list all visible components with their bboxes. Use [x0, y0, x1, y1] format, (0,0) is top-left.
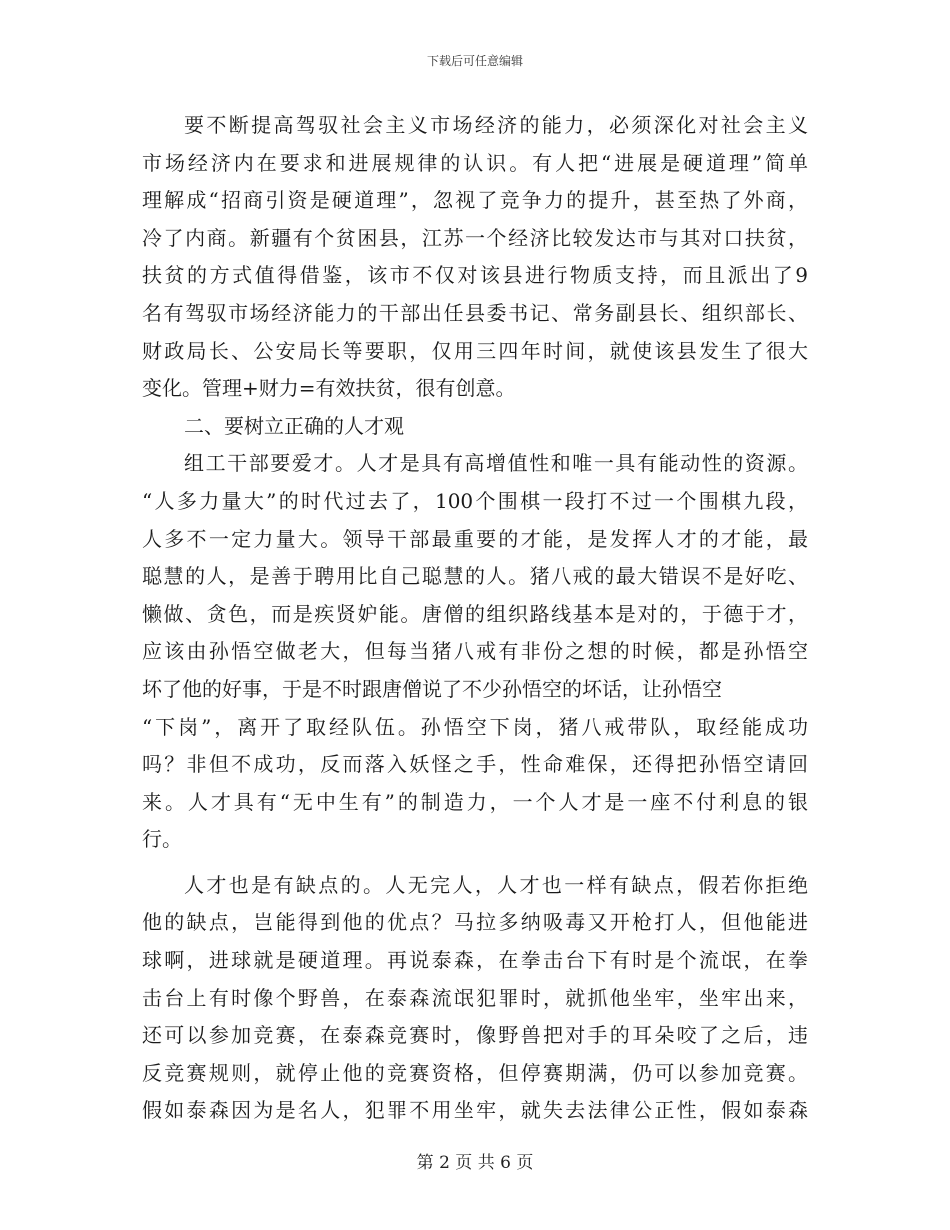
text-line: 人多不一定力量大。领导干部最重要的才能，是发挥人才的才能，最 [142, 526, 808, 551]
text-line: 扶贫的方式值得借鉴，该市不仅对该县进行物质支持，而且派出了9 [142, 263, 808, 288]
text-line: 来。人才具有“无中生有”的制造力，一个人才是一座不付利息的银 [142, 789, 808, 814]
text-line: “下岗”，离开了取经队伍。孙悟空下岗，猪八戒带队，取经能成功 [142, 714, 808, 739]
text-line: 反竞赛规则，就停止他的竞赛资格，但停赛期满，仍可以参加竞赛。 [142, 1060, 808, 1085]
text-line: 假如泰森因为是名人，犯罪不用坐牢，就失去法律公正性，假如泰森 [142, 1098, 808, 1123]
page-footer: 第 2 页 共 6 页 [416, 1153, 534, 1173]
text-line: 行。 [142, 827, 182, 852]
text-line: 他的缺点，岂能得到他的优点？马拉多纳吸毒又开枪打人，但他能进 [142, 910, 808, 935]
text-line: 组工干部要爱才。人才是具有高增值性和唯一具有能动性的资源。 [184, 451, 808, 476]
text-line: 要不断提高驾驭社会主义市场经济的能力，必须深化对社会主义 [184, 113, 808, 137]
text-line: 冷了内商。新疆有个贫困县，江苏一个经济比较发达市与其对口扶贫， [142, 225, 808, 250]
text-line: 球啊，进球就是硬道理。再说泰森，在拳击台下有时是个流氓，在拳 [142, 948, 808, 973]
text-line: 应该由孙悟空做老大，但每当猪八戒有非份之想的时候，都是孙悟空 [142, 639, 808, 664]
text-line: 坏了他的好事，于是不时跟唐僧说了不少孙悟空的坏话，让孙悟空 [142, 676, 722, 701]
paragraph-gap [142, 859, 808, 867]
text-line: 击台上有时像个野兽，在泰森流氓犯罪时，就抓他坐牢，坐牢出来， [142, 985, 808, 1010]
section-heading: 二、要树立正确的人才观 [184, 413, 404, 438]
text-line: 变化。管理+财力=有效扶贫，很有创意。 [142, 376, 516, 401]
text-line: 财政局长、公安局长等要职，仅用三四年时间，就使该县发生了很大 [142, 338, 808, 363]
text-line: 市场经济内在要求和进展规律的认识。有人把“进展是硬道理”简单 [142, 150, 808, 175]
text-line: 聪慧的人，是善于聘用比自己聪慧的人。猪八戒的最大错误不是好吃、 [142, 564, 808, 589]
text-line: 吗？非但不成功，反而落入妖怪之手，性命难保，还得把孙悟空请回 [142, 752, 808, 777]
text-line: 名有驾驭市场经济能力的干部出任县委书记、常务副县长、组织部长、 [142, 300, 808, 325]
text-line: 还可以参加竞赛，在泰森竞赛时，像野兽把对手的耳朵咬了之后，违 [142, 1023, 808, 1048]
text-line: 人才也是有缺点的。人无完人，人才也一样有缺点，假若你拒绝 [184, 872, 808, 897]
text-line: 理解成“招商引资是硬道理”，忽视了竞争力的提升，甚至热了外商， [142, 188, 808, 213]
page-header: 下载后可任意编辑 [426, 54, 523, 68]
text-line: 懒做、贪色，而是疾贤妒能。唐僧的组织路线基本是对的，于德于才， [142, 601, 808, 626]
document-body [142, 107, 808, 1130]
text-line: “人多力量大”的时代过去了，100个围棋一段打不过一个围棋九段， [142, 488, 808, 513]
